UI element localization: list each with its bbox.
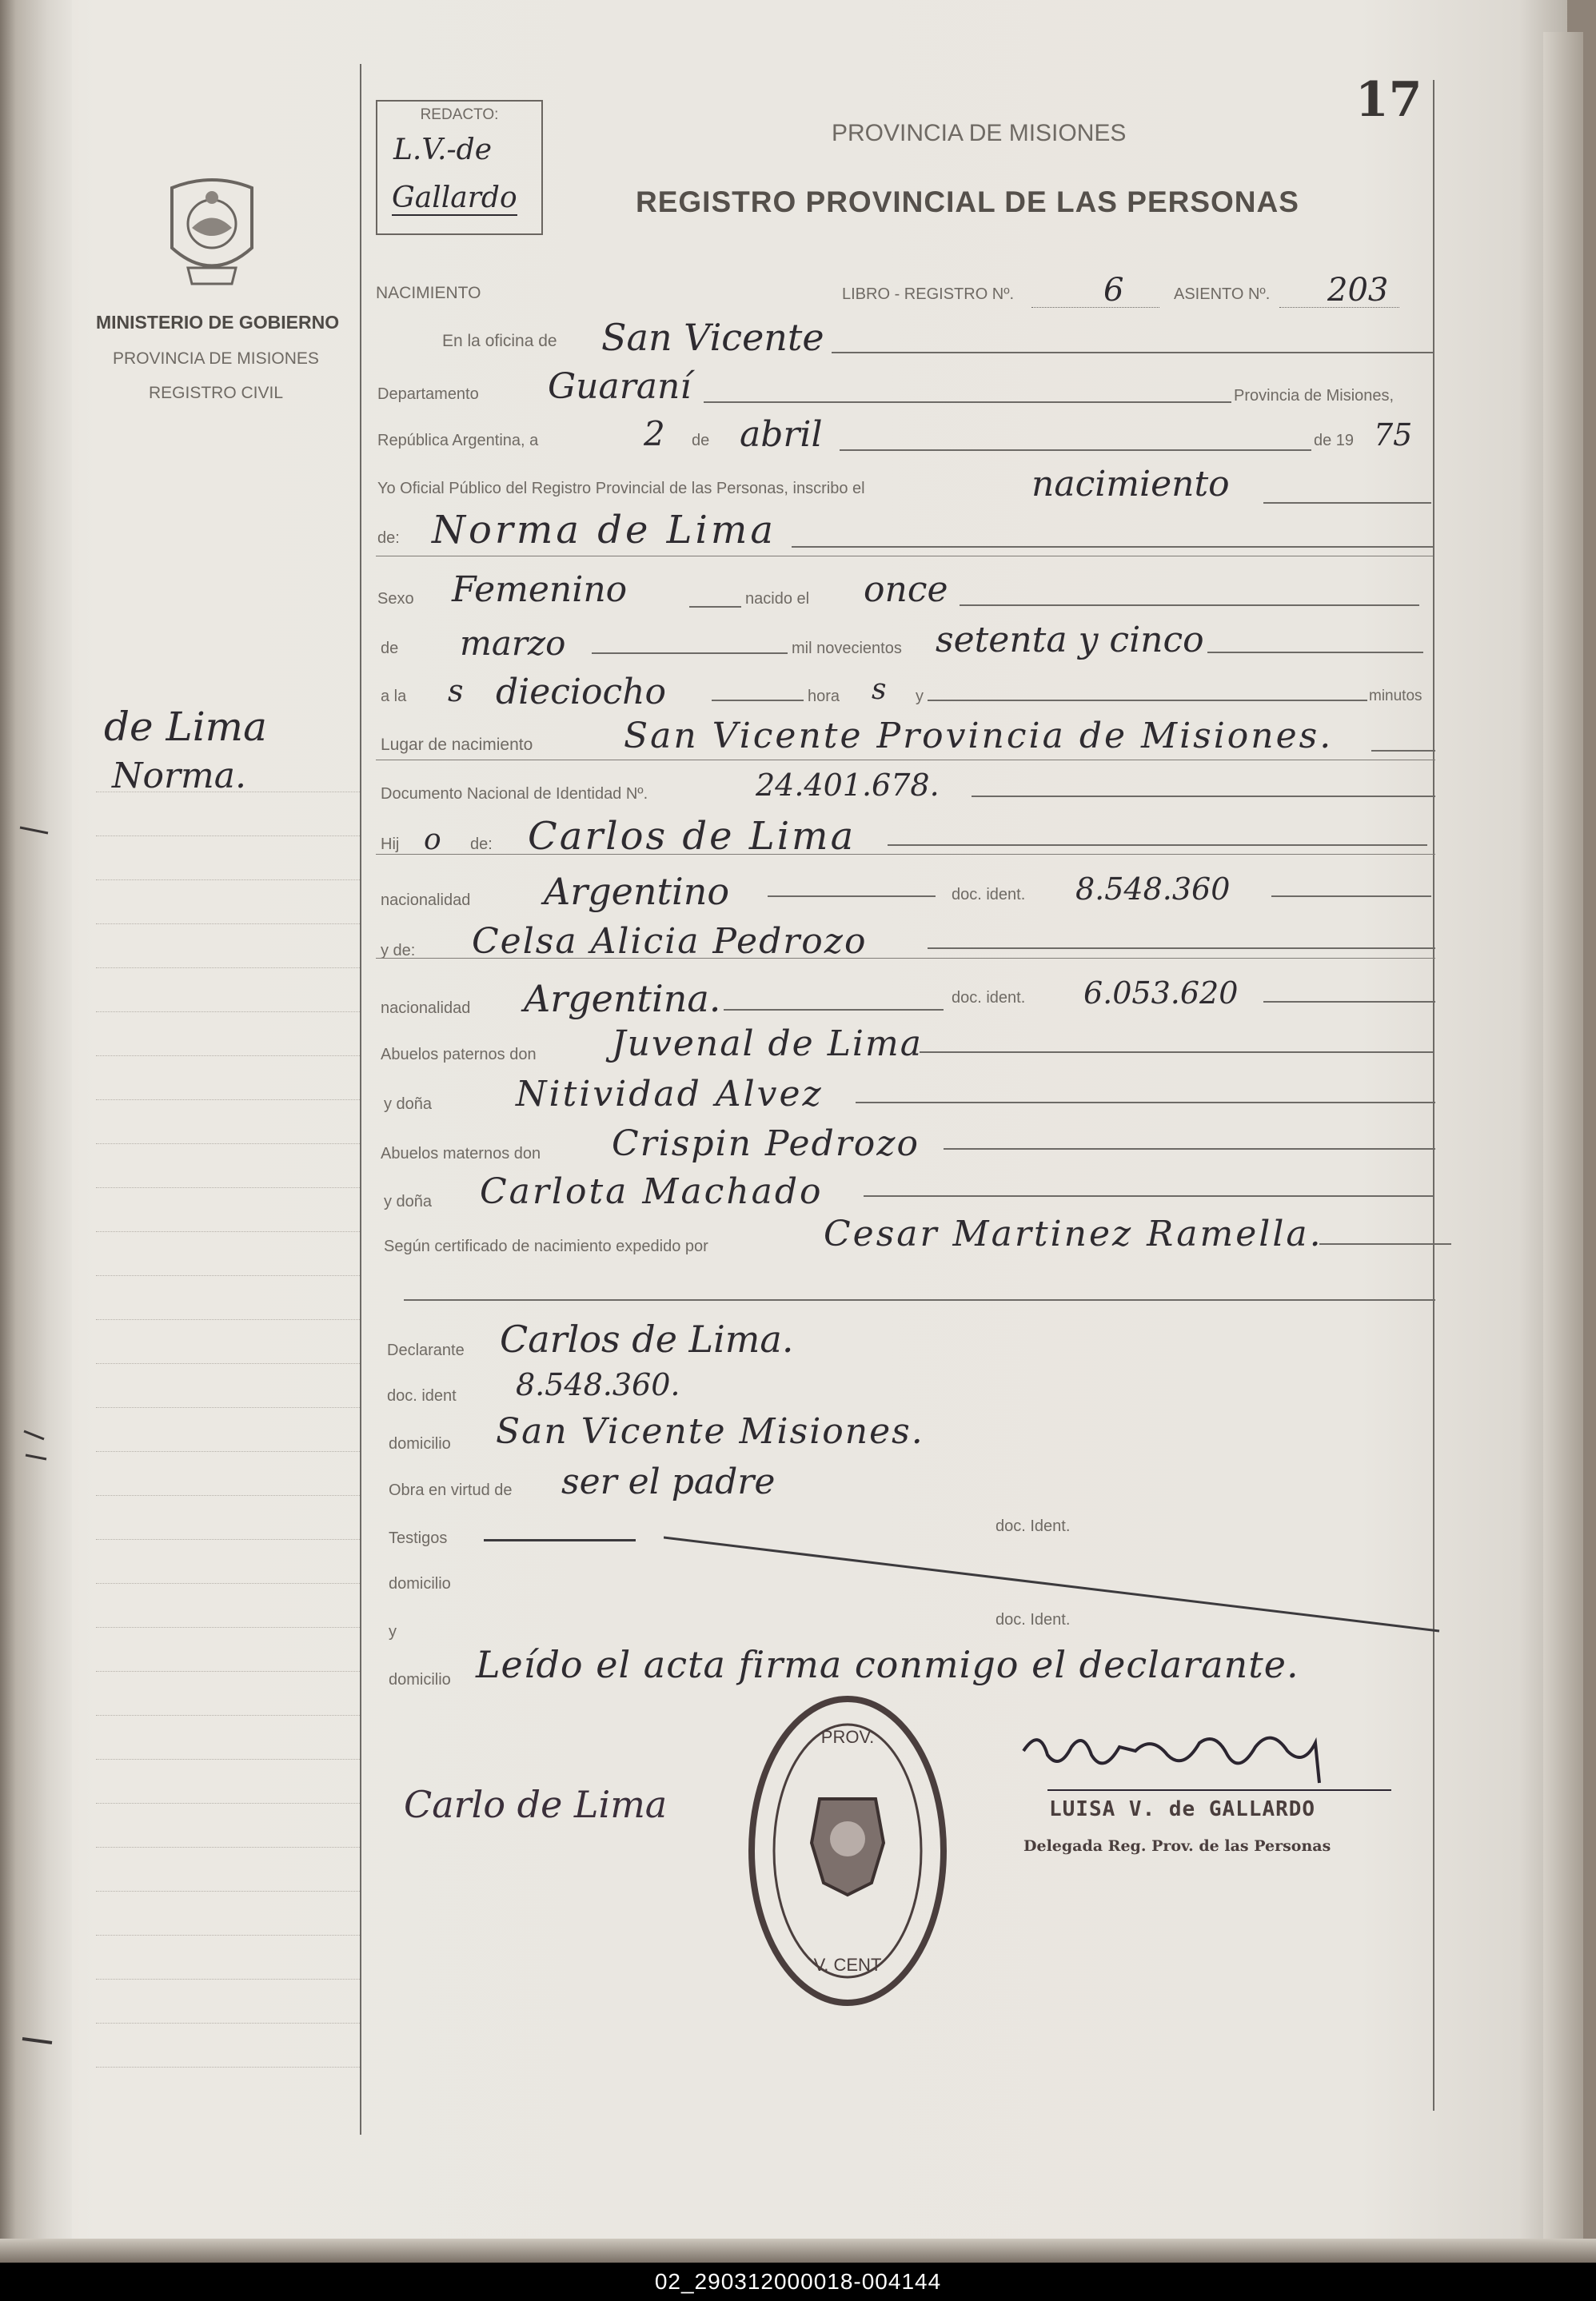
oficial-value: nacimiento: [1031, 464, 1230, 504]
abuela-paterna-label: y doña: [384, 1095, 433, 1113]
abuelos-maternos-label: Abuelos maternos don: [381, 1145, 541, 1162]
month-value: abril: [740, 414, 823, 455]
abuelo-paterno-value: Juvenal de Lima: [612, 1023, 923, 1064]
madre-doc-label: doc. ident.: [952, 989, 1026, 1007]
leido-value: Leído el acta firma conmigo el declarante.: [476, 1643, 1299, 1686]
ala-suffix: s: [448, 673, 464, 708]
padre-nacionalidad-label: nacionalidad: [381, 891, 471, 909]
testigos-label: Testigos: [389, 1529, 448, 1547]
asiento-label: ASIENTO Nº.: [1174, 285, 1271, 303]
oficina-label: En la oficina de: [442, 332, 557, 350]
year-label: de 19: [1314, 432, 1355, 449]
departamento-label: Departamento: [377, 385, 479, 403]
left-margin-rule: [360, 64, 361, 2135]
yde-label: y de:: [381, 942, 416, 959]
day-de-label: de: [692, 432, 710, 449]
margin-marks: [16, 816, 56, 2095]
padre-doc-label: doc. ident.: [952, 886, 1026, 903]
margin-name-line2: Norma.: [112, 756, 246, 796]
header-province: PROVINCIA DE MISIONES: [832, 120, 1127, 146]
caption-bar: [0, 2263, 1596, 2301]
asiento-value: 203: [1327, 272, 1389, 309]
madre-value: Celsa Alicia Pedrozo: [472, 921, 868, 962]
nacido-value: once: [864, 569, 948, 610]
segun-label: Según certificado de nacimiento expedido por: [384, 1238, 708, 1255]
y-label: y: [916, 688, 924, 705]
hijo-suffix: o: [424, 823, 441, 856]
obra-value: ser el padre: [561, 1462, 776, 1502]
departamento-value: Guaraní: [548, 366, 692, 407]
official-signature: [1015, 1719, 1351, 1791]
declarante-value: Carlos de Lima.: [500, 1318, 794, 1361]
provincia-label: Provincia de Misiones,: [1234, 387, 1395, 405]
libro-value: 6: [1103, 272, 1124, 309]
official-stamp-icon: [744, 1691, 952, 2011]
segun-value: Cesar Martinez Ramella.: [824, 1214, 1323, 1254]
nacido-label: nacido el: [745, 590, 810, 608]
padre-value: Carlos de Lima: [528, 814, 856, 859]
madre-nacionalidad-value: Argentina.: [524, 977, 721, 1020]
record-type-label: NACIMIENTO: [376, 284, 481, 302]
svg-text:V. CENT: V. CENT: [813, 1955, 882, 1975]
declarante-doc-value: 8.548.360.: [516, 1367, 680, 1402]
testigos-cancel-stroke: [664, 1531, 1447, 1635]
declarante-label: Declarante: [387, 1342, 465, 1359]
official-name: LUISA V. de GALLARDO: [1049, 1797, 1316, 1821]
abuela-paterna-value: Nitividad Alvez: [516, 1074, 824, 1115]
header-registry: REGISTRO PROVINCIAL DE LAS PERSONAS: [636, 185, 1299, 218]
hora-label: hora: [808, 688, 840, 705]
redacto-box: [376, 100, 543, 235]
page-bottom-edge: [0, 2239, 1596, 2263]
oficina-value: San Vicente: [601, 316, 824, 359]
redacto-value-line2: Gallardo: [392, 181, 517, 214]
testigos-domicilio-label: domicilio: [389, 1575, 451, 1593]
minutos-label: minutos: [1369, 688, 1422, 704]
official-title: Delegada Reg. Prov. de las Personas: [1023, 1837, 1331, 1855]
page-edge: [1543, 32, 1583, 2255]
year-value: 75: [1374, 417, 1413, 453]
ministry-title: MINISTERIO DE GOBIERNO: [96, 312, 340, 333]
redacto-label: REDACTO:: [420, 106, 499, 123]
testigos-doc2-label: doc. Ident.: [996, 1611, 1071, 1629]
mil-label: mil novecientos: [792, 640, 902, 657]
documento-label: Documento Nacional de Identidad Nº.: [381, 785, 648, 803]
birth-month-value: marzo: [460, 624, 566, 663]
domicilio-label: domicilio: [389, 1435, 451, 1453]
oficial-label: Yo Oficial Público del Registro Provincial de las Personas, inscribo el: [377, 480, 865, 497]
day-value: 2: [644, 414, 665, 453]
obra-label: Obra en virtud de: [389, 1481, 513, 1499]
redacto-value-line1: L.V.-de: [393, 134, 493, 166]
ministry-province: PROVINCIA DE MISIONES: [113, 349, 319, 368]
svg-text:PROV.: PROV.: [820, 1727, 875, 1747]
mil-value: setenta y cinco: [936, 620, 1204, 660]
ministry-registry: REGISTRO CIVIL: [148, 384, 284, 402]
padre-doc-value: 8.548.360: [1075, 871, 1231, 907]
leido-domicilio-label: domicilio: [389, 1671, 451, 1689]
de-name-label: de:: [377, 529, 400, 547]
hora-value: dieciocho: [496, 672, 666, 712]
abuela-materna-value: Carlota Machado: [480, 1171, 824, 1212]
documento-value: 24.401.678.: [756, 768, 940, 803]
madre-nacionalidad-label: nacionalidad: [381, 999, 471, 1017]
page-number: 17: [1355, 72, 1422, 128]
sexo-value: Femenino: [452, 569, 628, 610]
declarante-doc-label: doc. ident: [387, 1387, 457, 1405]
republica-label: República Argentina, a: [377, 432, 539, 449]
testigos-y-label: y: [389, 1623, 397, 1641]
lugar-label: Lugar de nacimiento: [381, 736, 533, 754]
name-value: Norma de Lima: [432, 508, 776, 552]
de-month-label: de: [381, 640, 399, 657]
hijo-label: Hij: [381, 835, 400, 853]
margin-name-line1: de Lima: [104, 704, 267, 750]
padre-nacionalidad-value: Argentino: [544, 870, 730, 913]
domicilio-value: San Vicente Misiones.: [496, 1411, 924, 1452]
hijo-de-label: de:: [470, 835, 493, 853]
lugar-value: San Vicente Provincia de Misiones.: [624, 716, 1334, 756]
province-crest-icon: [156, 172, 268, 292]
ala-label: a la: [381, 688, 407, 705]
hora-suffix: s: [872, 673, 887, 706]
abuelo-materno-value: Crispin Pedrozo: [612, 1123, 920, 1164]
abuela-materna-label: y doña: [384, 1193, 433, 1210]
caption-text: 02_290312000018-004144: [654, 2269, 942, 2294]
sexo-label: Sexo: [377, 590, 414, 608]
declarante-signature: Carlo de Lima: [404, 1783, 668, 1826]
madre-doc-value: 6.053.620: [1083, 975, 1239, 1011]
testigos-doc-label: doc. Ident.: [996, 1517, 1071, 1535]
right-margin-rule: [1433, 80, 1434, 2111]
abuelos-paternos-label: Abuelos paternos don: [381, 1046, 537, 1063]
libro-label: LIBRO - REGISTRO Nº.: [842, 285, 1015, 303]
